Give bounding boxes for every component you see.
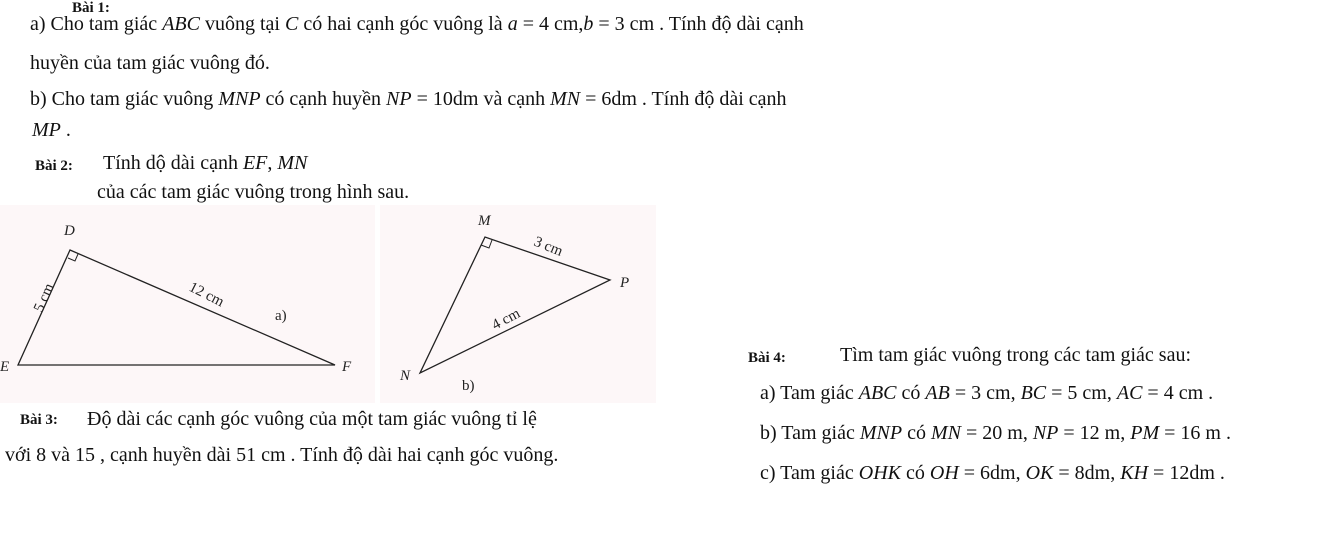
text: c) Tam giác <box>760 462 859 484</box>
text: a) Cho tam giác <box>30 13 163 35</box>
text: = 5 cm, <box>1046 382 1117 404</box>
text: = 3 cm . Tính độ dài cạnh <box>593 13 804 35</box>
bai2-line2: của các tam giác vuông trong hình sau. <box>97 181 410 203</box>
bai2-line1 <box>103 152 307 175</box>
math: KH <box>1120 462 1149 484</box>
vertex-m-label: M <box>478 213 491 229</box>
bai4-c-line <box>760 462 1225 485</box>
bai3-line2: với 8 và 15 , cạnh huyền dài 51 cm . Tính độ dài hai cạnh góc vuông. <box>5 444 559 466</box>
figure-a-triangle-def <box>0 205 380 405</box>
math: OK <box>1025 462 1054 484</box>
math: MNP <box>859 422 903 444</box>
text: có cạnh huyền <box>260 88 387 110</box>
bai1-b-line2 <box>32 119 71 142</box>
text: = 6dm . Tính độ dài cạnh <box>580 88 787 110</box>
math: MN <box>277 152 308 174</box>
bai4-a-line <box>760 382 1213 405</box>
figure-a-tag: a) <box>275 308 287 324</box>
text: = 4 cm, <box>517 13 584 35</box>
bai3-line1: Độ dài các cạnh góc vuông của một tam giác vuông tỉ lệ <box>87 408 537 430</box>
bai4-heading: Bài 4: <box>748 350 786 366</box>
figure-b-tag: b) <box>462 378 475 394</box>
math: C <box>284 13 299 35</box>
bai1-heading: Bài 1: <box>72 0 110 16</box>
text: = 3 cm, <box>949 382 1021 404</box>
math: BC <box>1020 382 1047 404</box>
side-mp-label: 3 cm <box>531 233 565 260</box>
side-df-label: 12 cm <box>186 279 227 311</box>
vertex-n-label: N <box>400 368 411 384</box>
bai1-b-line <box>30 88 787 111</box>
bai3-heading: Bài 3: <box>20 412 58 428</box>
text: = 12 m, <box>1058 422 1131 444</box>
vertex-f-label: F <box>342 359 352 375</box>
vertex-e-label: E <box>0 359 10 375</box>
math: OHK <box>858 462 901 484</box>
text: = 16 m . <box>1159 422 1231 444</box>
text: = 6dm, <box>958 462 1026 484</box>
text: = 10dm và cạnh <box>411 88 551 110</box>
bai4-line1: Tìm tam giác vuông trong các tam giác sau: <box>840 344 1191 366</box>
math: b <box>583 13 594 35</box>
math: MP <box>32 119 61 141</box>
math: ABC <box>162 13 200 35</box>
text: , <box>267 152 278 174</box>
math: EF <box>242 152 268 174</box>
text: = 4 cm . <box>1142 382 1214 404</box>
bai1-a-line2: huyền của tam giác vuông đó. <box>30 52 270 74</box>
figure-b-triangle-mnp <box>380 205 660 405</box>
text: b) Cho tam giác vuông <box>30 88 219 110</box>
math: PM <box>1130 422 1160 444</box>
math: NP <box>386 88 412 110</box>
math: MNP <box>218 88 261 110</box>
text: có <box>896 382 926 404</box>
math: a <box>507 13 518 35</box>
math: MN <box>550 88 581 110</box>
math: MN <box>930 422 961 444</box>
text: vuông tại <box>199 13 285 35</box>
text: = 12dm . <box>1148 462 1225 484</box>
math: ABC <box>858 382 897 404</box>
text: = 8dm, <box>1053 462 1121 484</box>
bai2-heading: Bài 2: <box>35 158 73 174</box>
math: NP <box>1032 422 1059 444</box>
vertex-d-label: D <box>64 223 75 239</box>
math: AB <box>925 382 950 404</box>
bai4-b-line <box>760 422 1231 445</box>
side-np-label: 4 cm <box>489 305 523 334</box>
text: có hai cạnh góc vuông là <box>298 13 508 35</box>
text: có <box>900 462 930 484</box>
text: Tính dộ dài cạnh <box>103 152 243 174</box>
vertex-p-label: P <box>620 275 630 291</box>
text: . <box>60 119 71 141</box>
bai1-a-line <box>30 13 804 36</box>
math: AC <box>1116 382 1143 404</box>
text: = 20 m, <box>960 422 1033 444</box>
text: a) Tam giác <box>760 382 859 404</box>
text: có <box>902 422 931 444</box>
math: OH <box>929 462 959 484</box>
side-de-label: 5 cm <box>31 281 58 315</box>
text: b) Tam giác <box>760 422 860 444</box>
